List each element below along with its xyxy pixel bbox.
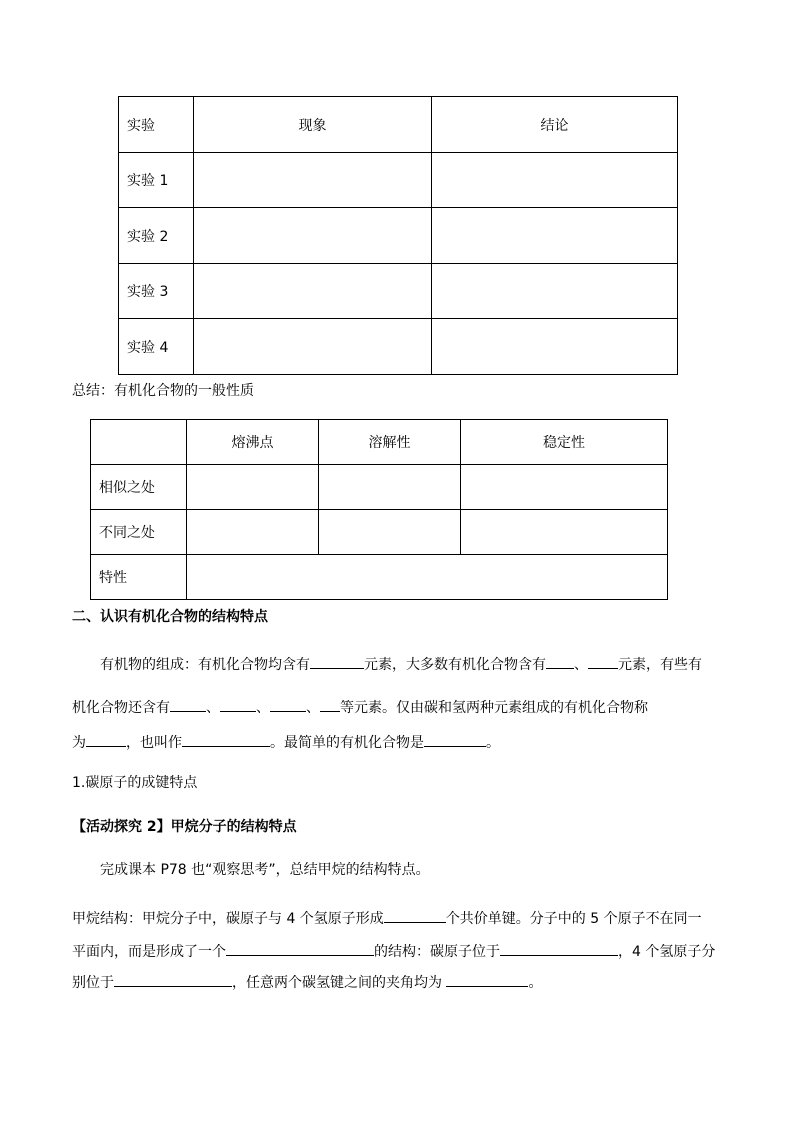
answer-cell[interactable] — [319, 510, 461, 555]
composition-line-2: 机化合物还含有 、 、 、 等元素。仅由碳和氢两种元素组成的有机化合物称 — [72, 697, 648, 715]
activity-title: 【活动探究 2】甲烷分子的结构特点 — [72, 819, 297, 835]
phenomenon-cell[interactable] — [194, 264, 432, 319]
row-label: 实验 4 — [119, 319, 194, 375]
blank[interactable] — [546, 654, 574, 669]
row-label: 相似之处 — [91, 465, 187, 510]
conclusion-cell[interactable] — [432, 264, 678, 319]
blank[interactable] — [384, 908, 446, 923]
row-label: 实验 2 — [119, 208, 194, 264]
header-stability: 稳定性 — [461, 420, 668, 465]
blank[interactable] — [270, 697, 306, 712]
conclusion-cell[interactable] — [432, 153, 678, 208]
answer-cell[interactable] — [187, 510, 319, 555]
header-solubility: 溶解性 — [319, 420, 461, 465]
blank[interactable] — [320, 697, 340, 712]
blank[interactable] — [500, 941, 618, 956]
composition-line-3: 为 ，也叫作 。最简单的有机化合物是 。 — [72, 732, 500, 750]
phenomenon-cell[interactable] — [194, 319, 432, 375]
phenomenon-cell[interactable] — [194, 208, 432, 264]
composition-line-1: 有机物的组成：有机化合物均含有 元素，大多数有机化合物含有 、 元素，有些有 — [100, 654, 702, 672]
blank[interactable] — [588, 654, 618, 669]
answer-cell[interactable] — [461, 465, 668, 510]
blank[interactable] — [446, 972, 528, 987]
blank[interactable] — [86, 732, 126, 747]
row-label: 实验 3 — [119, 264, 194, 319]
row-label: 实验 1 — [119, 153, 194, 208]
section-title: 二、认识有机化合物的结构特点 — [72, 609, 268, 625]
methane-line-2: 平面内，而是形成了一个 的结构：碳原子位于 ，4 个氢原子分 — [72, 941, 715, 959]
row-label: 不同之处 — [91, 510, 187, 555]
header-phenomenon: 现象 — [194, 97, 432, 153]
conclusion-cell[interactable] — [432, 319, 678, 375]
blank[interactable] — [114, 972, 232, 987]
methane-line-3: 别位于 ，任意两个碳氢键之间的夹角均为 。 — [72, 972, 542, 990]
row-label: 特性 — [91, 555, 187, 600]
header-conclusion: 结论 — [432, 97, 678, 153]
experiment-table — [118, 96, 678, 375]
blank[interactable] — [182, 732, 270, 747]
methane-line-1: 甲烷结构：甲烷分子中，碳原子与 4 个氢原子形成 个共价单键。分子中的 5 个原子不在同一 — [72, 908, 702, 926]
phenomenon-cell[interactable] — [194, 153, 432, 208]
activity-intro: 完成课本 P78 也“观察思考”，总结甲烷的结构特点。 — [100, 862, 430, 878]
blank[interactable] — [310, 654, 364, 669]
header-experiment: 实验 — [119, 97, 194, 153]
subsection-title: 1.碳原子的成键特点 — [72, 775, 198, 791]
summary-label: 总结：有机化合物的一般性质 — [72, 383, 254, 399]
properties-table — [90, 419, 668, 600]
blank[interactable] — [424, 732, 486, 747]
answer-cell[interactable] — [187, 555, 668, 600]
blank[interactable] — [226, 941, 374, 956]
blank[interactable] — [220, 697, 256, 712]
answer-cell[interactable] — [461, 510, 668, 555]
conclusion-cell[interactable] — [432, 208, 678, 264]
corner-cell — [91, 420, 187, 465]
blank[interactable] — [170, 697, 206, 712]
header-melting-boiling: 熔沸点 — [187, 420, 319, 465]
answer-cell[interactable] — [319, 465, 461, 510]
answer-cell[interactable] — [187, 465, 319, 510]
